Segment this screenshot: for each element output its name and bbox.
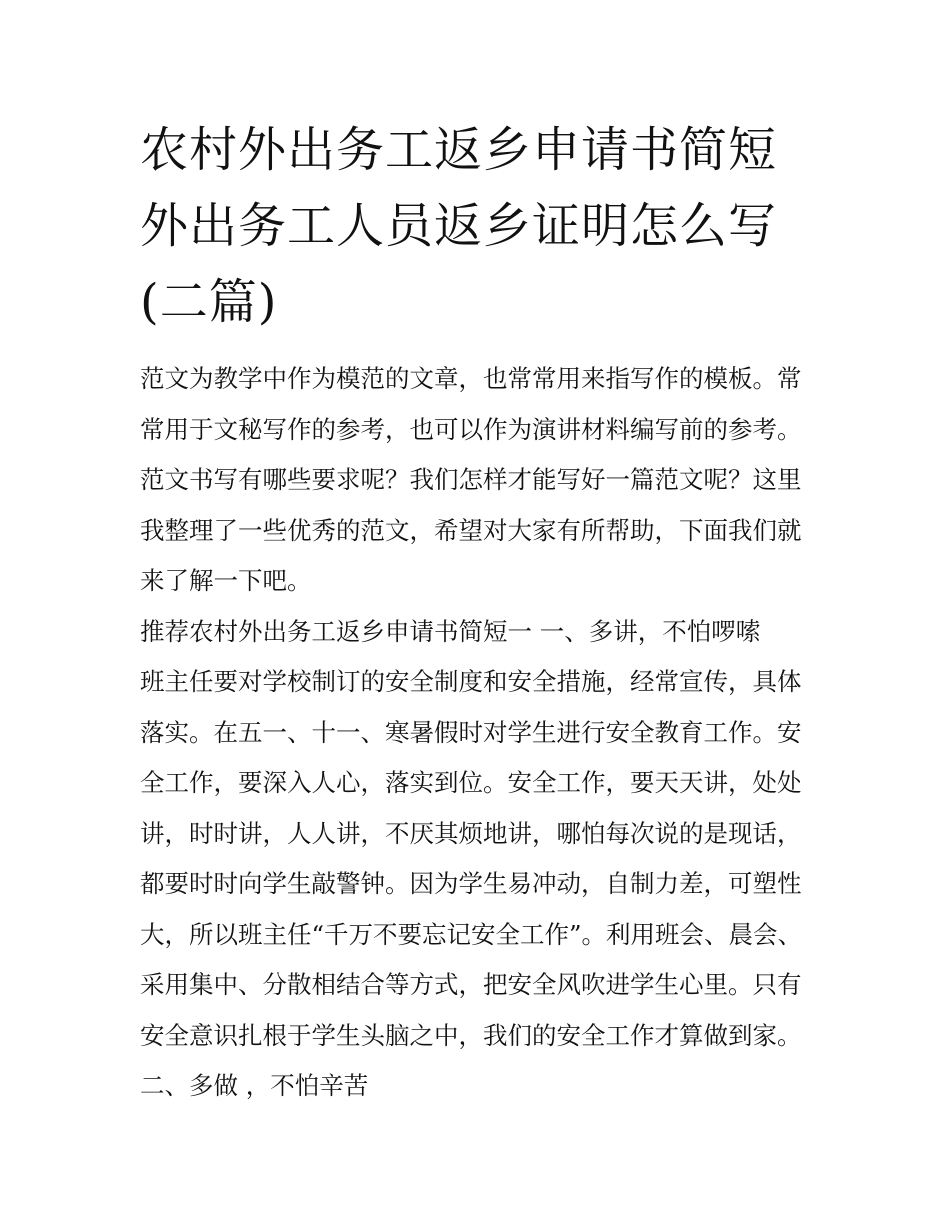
section-heading: 推荐农村外出务工返乡申请书简短一 一、多讲，不怕啰嗦 — [140, 616, 761, 646]
section-line-5: 都要时时向学生敲警钟。因为学生易冲动，自制力差，可塑性 — [140, 869, 802, 898]
document-title — [140, 112, 820, 340]
title-line-2: 外出务工人员返乡证明怎么写 — [140, 198, 778, 254]
section-line-1: 班主任要对学校制订的安全制度和安全措施，经常宣传，具体 — [140, 667, 802, 696]
section-line-3: 全工作，要深入人心，落实到位。安全工作，要天天讲，处处 — [140, 768, 802, 797]
intro-line-1: 范文为教学中作为模范的文章，也常常用来指写作的模板。常 — [140, 364, 802, 393]
section-line-4: 讲，时时讲，人人讲，不厌其烦地讲，哪怕每次说的是现话， — [140, 818, 802, 848]
intro-line-4: 我整理了一些优秀的范文，希望对大家有所帮助，下面我们就 — [140, 515, 802, 545]
intro-line-3: 范文书写有哪些要求呢？我们怎样才能写好一篇范文呢？这里 — [140, 465, 802, 494]
document-body — [140, 354, 820, 1112]
intro-line-2: 常用于文秘写作的参考，也可以作为演讲材料编写前的参考。 — [140, 414, 802, 444]
section-line-6: 大，所以班主任“千万不要忘记安全工作”。利用班会、晨会、 — [140, 919, 803, 949]
section-line-2: 落实。在五一、十一、寒暑假时对学生进行安全教育工作。安 — [140, 717, 802, 747]
intro-line-5: 来了解一下吧。 — [140, 566, 312, 595]
section-line-7: 采用集中、分散相结合等方式，把安全风吹进学生心里。只有 — [140, 970, 802, 999]
subheading-2: 二、多做 ，不怕辛苦 — [140, 1071, 369, 1100]
section-line-8: 安全意识扎根于学生头脑之中，我们的安全工作才算做到家。 — [140, 1020, 802, 1050]
title-line-1: 农村外出务工返乡申请书简短 — [140, 122, 778, 178]
title-line-3: (二篇) — [140, 274, 278, 330]
